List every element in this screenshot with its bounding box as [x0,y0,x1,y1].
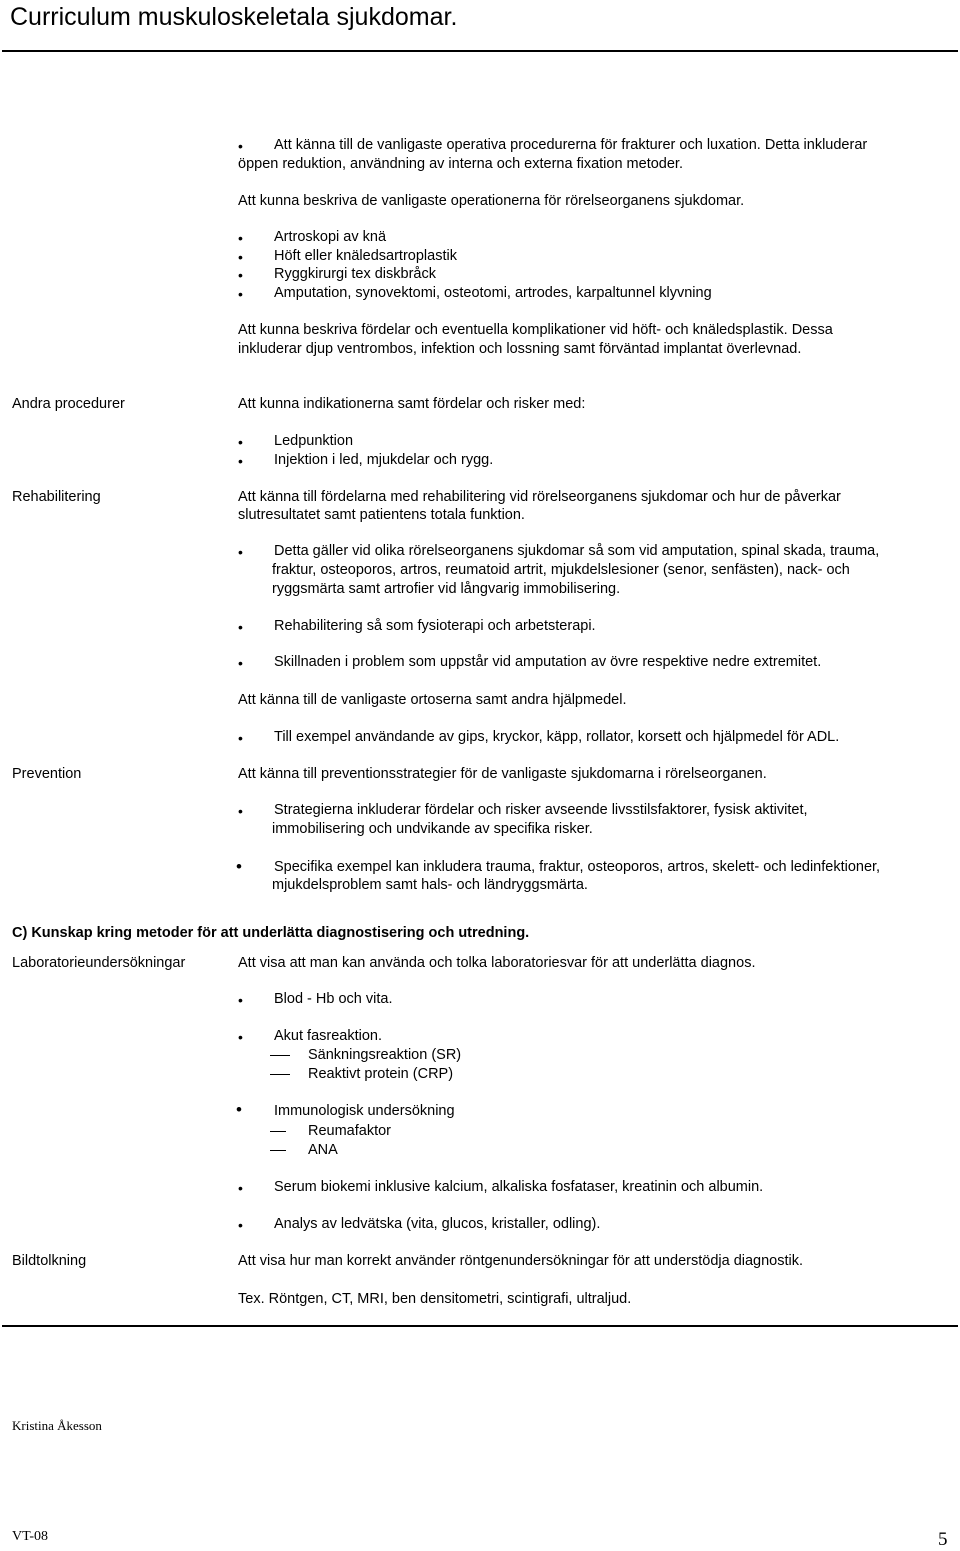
lab-bullet-3-sub: Reumafaktor [308,1123,392,1139]
dash-icon [270,1074,290,1076]
lab-bullet-1: Blod - Hb och vita. [274,991,393,1007]
lab-bullet-3-sub: ANA [308,1142,338,1158]
lab-bullet-2: Akut fasreaktion. [274,1028,382,1044]
rehab-label: Rehabilitering [12,489,101,505]
lab-bullet-3: Immunologisk undersökning [274,1103,455,1119]
ortos-text: Att känna till de vanligaste ortoserna samt andra hjälpmedel. [238,692,627,708]
prevention-bullet-2-line-2: mjukdelsproblem samt hals- och ländryggsmärta. [272,877,588,893]
andra-list-item: Injektion i led, mjukdelar och rygg. [274,452,494,468]
bullet-icon: • [238,544,243,560]
rehab-bullet-1-line-3: ryggsmärta samt artrofier vid långvarig immobilisering. [272,581,621,597]
dash-icon [270,1131,286,1133]
rehab-bullet-1-line-2: fraktur, osteoporos, artros, reumatoid artrit, mjukdelslesioner (senor, senfästen), nack- och [272,562,850,578]
rehab-text-line-1: Att känna till fördelarna med rehabilitering vid rörelseorganens sjukdomar och hur de påverkar [238,489,841,505]
advantages-line-1: Att kunna beskriva fördelar och eventuella komplikationer vid höft- och knäledsplastik. Dessa [238,322,833,338]
dash-icon [270,1055,290,1057]
bullet-icon: • [238,655,243,671]
section-c-heading: C) Kunskap kring metoder för att underlätta diagnostisering och utredning. [12,925,530,941]
prevention-bullet-2-line-1: Specifika exempel kan inkludera trauma, fraktur, osteoporos, artros, skelett- och ledinfektioner, [274,859,881,875]
lab-bullet-2-sub: Sänkningsreaktion (SR) [308,1047,462,1063]
bullet-icon: • [238,803,243,819]
op-list-item: Ryggkirurgi tex diskbråck [274,266,436,282]
prevention-label: Prevention [12,766,82,782]
prevention-bullet-1-line-1: Strategierna inkluderar fördelar och risker avseende livsstilsfaktorer, fysisk aktivitet, [274,802,808,818]
rehab-bullet-1-line-1: Detta gäller vid olika rörelseorganens sjukdomar så som vid amputation, spinal skada, trauma, [274,543,880,559]
dash-icon [270,1150,286,1152]
bullet-icon: • [236,857,242,876]
op-bullet-line-2: öppen reduktion, användning av interna och externa fixation metoder. [238,156,683,172]
lab-bullet-4: Serum biokemi inklusive kalcium, alkaliska fosfataser, kreatinin och albumin. [274,1179,764,1195]
rehab-bullet-3: Skillnaden i problem som uppstår vid amputation av övre respektive nedre extremitet. [274,654,822,670]
bullet-icon: • [238,619,243,635]
bullet-icon: • [238,992,243,1008]
andra-text: Att kunna indikationerna samt fördelar och risker med: [238,396,586,412]
bullet-icon: • [238,249,243,265]
andra-list-item: Ledpunktion [274,433,354,449]
op-list-item: Höft eller knäledsartroplastik [274,248,457,264]
op-list-item: Artroskopi av knä [274,229,387,245]
bullet-icon: • [238,286,243,302]
lab-bullet-2-sub: Reaktivt protein (CRP) [308,1066,454,1082]
rehab-text-line-2: slutresultatet samt patientens totala funktion. [238,507,525,523]
bullet-icon: • [238,434,243,450]
ortos-bullet: Till exempel användande av gips, kryckor, käpp, rollator, korsett och hjälpmedel för ADL. [274,729,840,745]
term-label: VT-08 [12,1529,49,1544]
bullet-icon: • [238,1217,243,1233]
bullet-icon: • [236,1100,242,1119]
bild-example: Tex. Röntgen, CT, MRI, ben densitometri, scintigrafi, ultraljud. [238,1291,632,1307]
op-list-item: Amputation, synovektomi, osteotomi, artrodes, karpaltunnel klyvning [274,285,712,301]
rehab-bullet-2: Rehabilitering så som fysioterapi och arbetsterapi. [274,618,596,634]
op-bullet-line-1: Att känna till de vanligaste operativa procedurerna för frakturer och luxation. Detta inkluderar [274,137,868,153]
bullet-icon: • [238,453,243,469]
bullet-icon: • [238,267,243,283]
prevention-bullet-1-line-2: immobilisering och undvikande av specifika risker. [272,821,593,837]
bullet-icon: • [238,730,243,746]
advantages-line-2: inkluderar djup ventrombos, infektion och lossning samt förväntad implantat överlevnad. [238,341,802,357]
page-number: 5 [938,1529,948,1550]
author: Kristina Åkesson [12,1418,102,1433]
andra-label: Andra procedurer [12,396,125,412]
header-rule [2,50,958,52]
page-title: Curriculum muskuloskeletala sjukdomar. [10,3,458,31]
bullet-icon: • [238,1180,243,1196]
lab-text: Att visa att man kan använda och tolka laboratoriesvar för att underlätta diagnos. [238,955,756,971]
footer-rule [2,1325,958,1327]
bild-label: Bildtolkning [12,1253,87,1269]
lab-label: Laboratorieundersökningar [12,955,186,971]
bild-text: Att visa hur man korrekt använder röntgenundersökningar för att understödja diagnostik. [238,1253,804,1269]
bullet-icon: • [238,230,243,246]
bullet-icon: • [238,1029,243,1045]
lab-bullet-5: Analys av ledvätska (vita, glucos, kristaller, odling). [274,1216,601,1232]
prevention-text: Att känna till preventionsstrategier för de vanligaste sjukdomarna i rörelseorganen. [238,766,767,782]
bullet-icon: • [238,138,243,154]
op-describe: Att kunna beskriva de vanligaste operationerna för rörelseorganens sjukdomar. [238,193,745,209]
